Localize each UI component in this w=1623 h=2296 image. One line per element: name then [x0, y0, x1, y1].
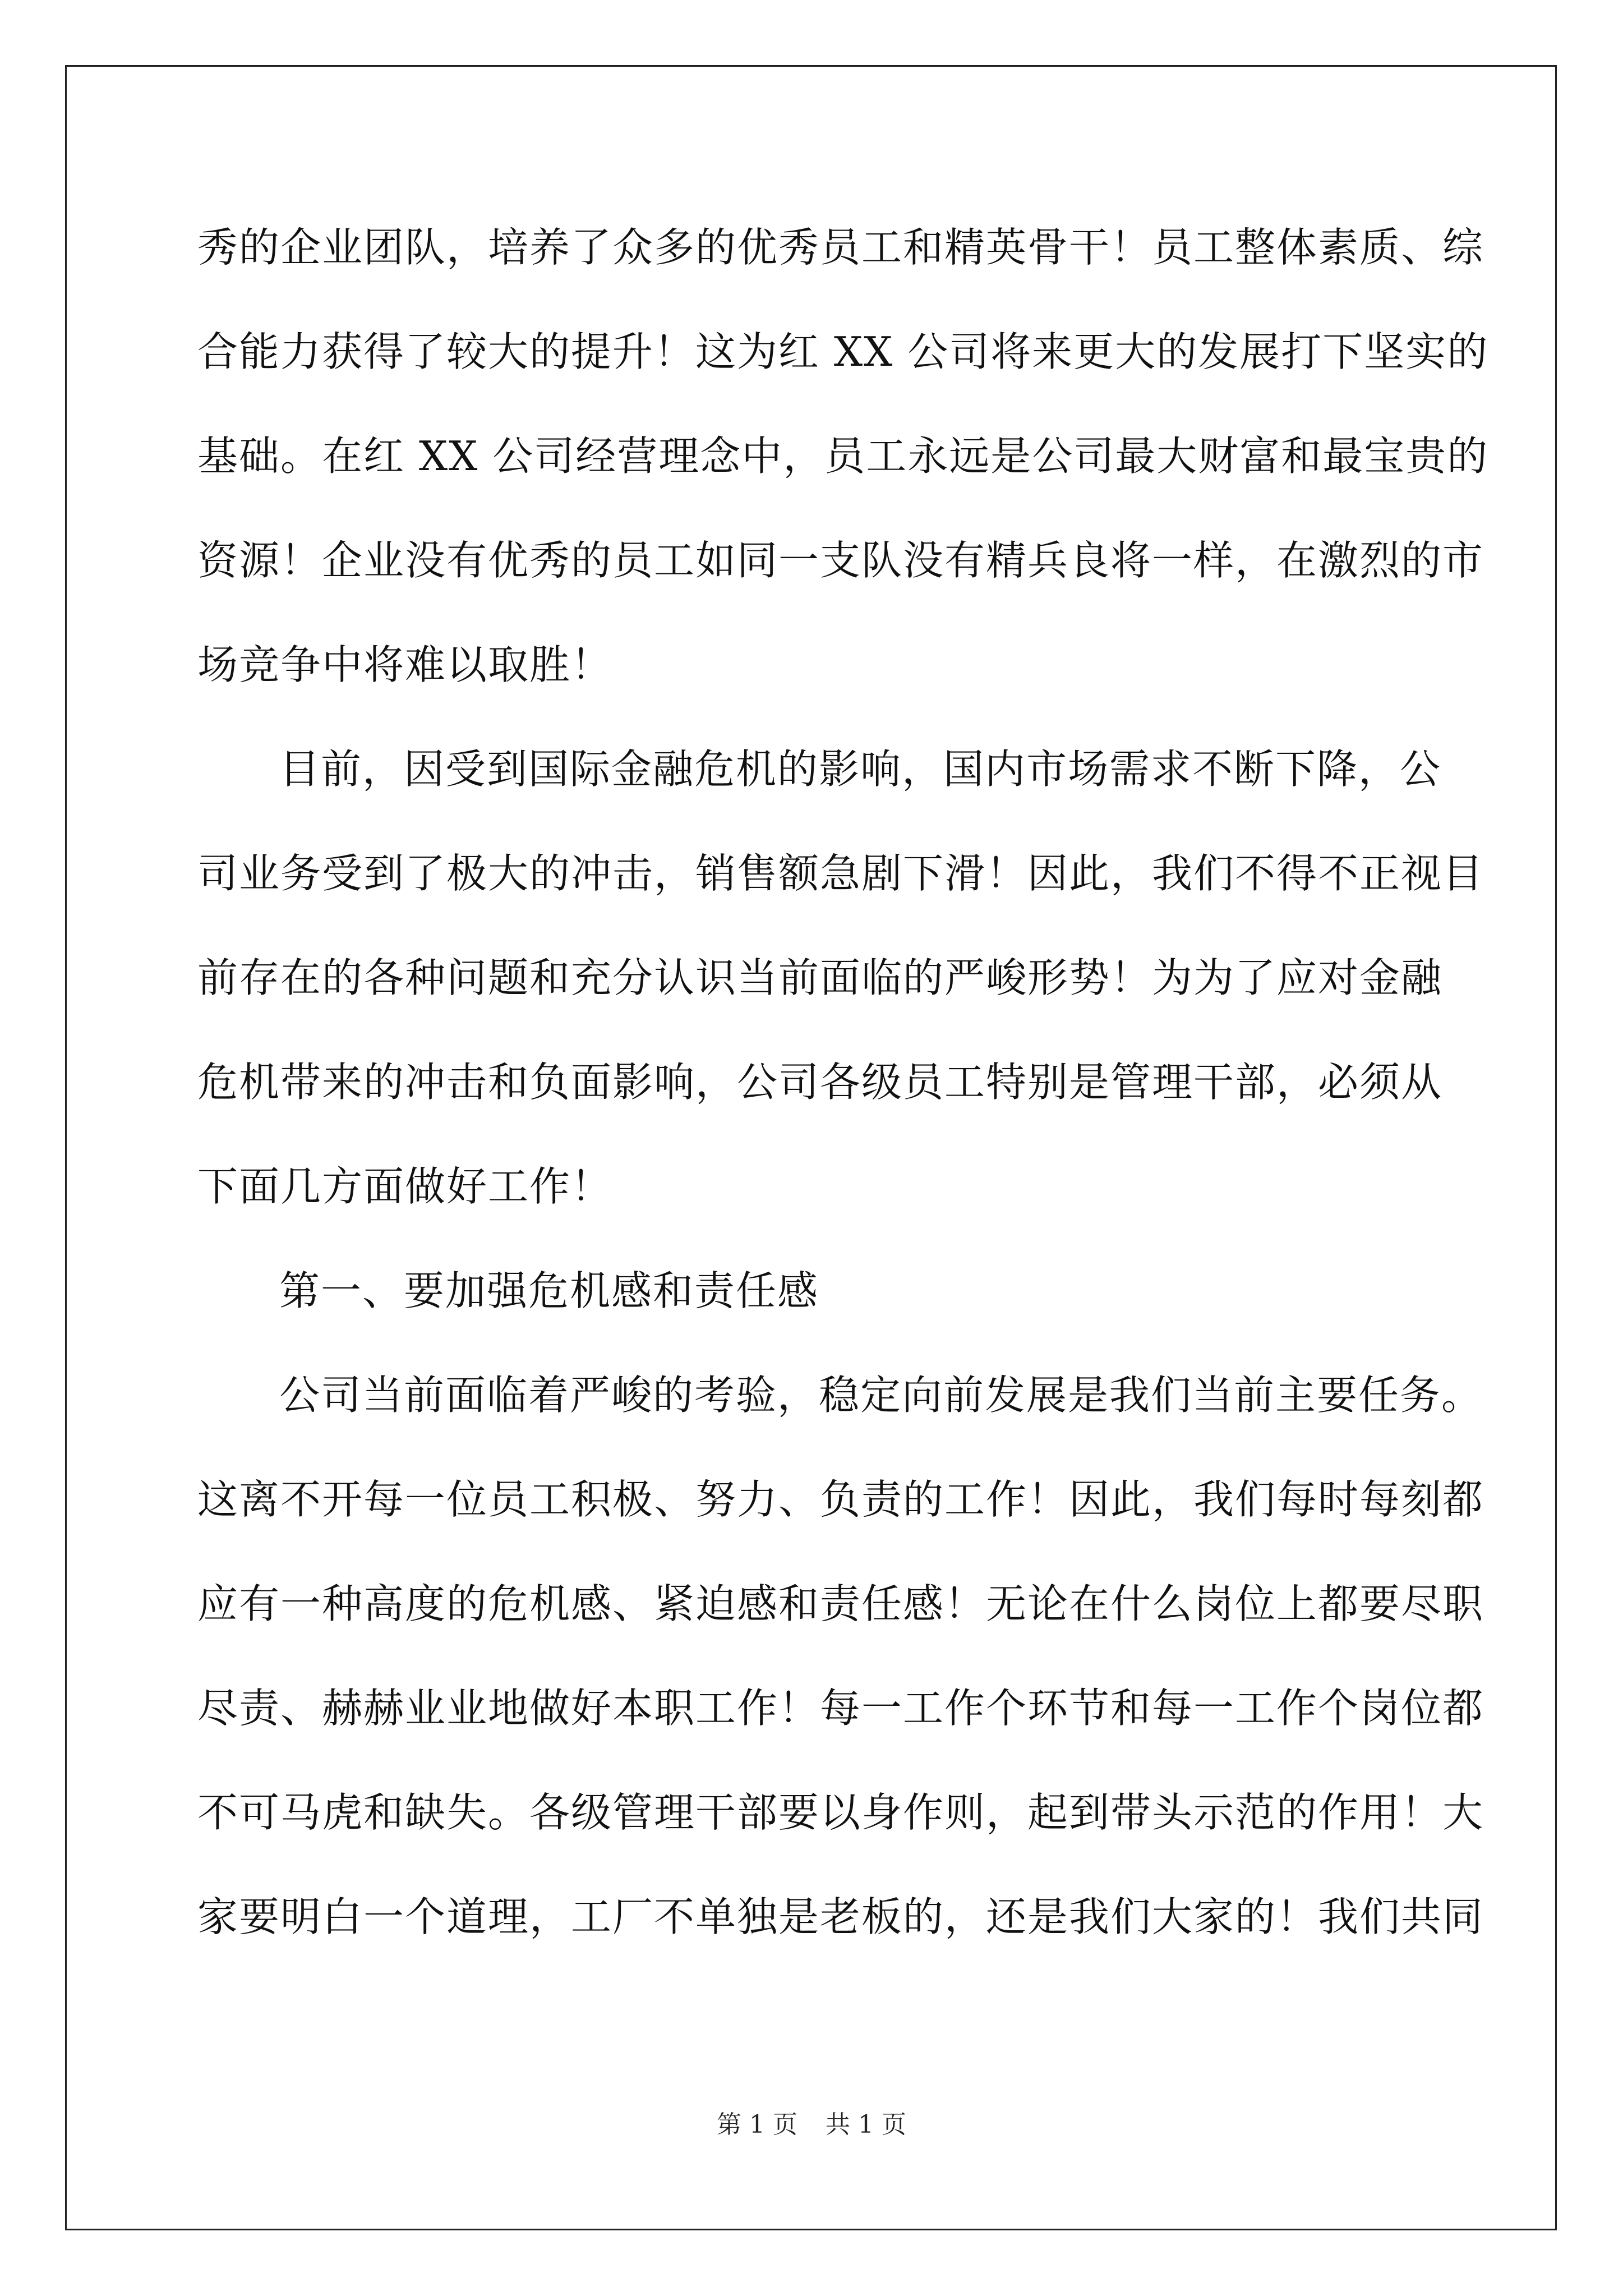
- body-line: 危机带来的冲击和负面影响，公司各级员工特别是管理干部，必须从: [197, 1059, 1443, 1106]
- body-line: 资源！企业没有优秀的员工如同一支队没有精兵良将一样，在激烈的市: [197, 537, 1484, 584]
- body-line: 这离不开每一位员工积极、努力、负责的工作！因此，我们每时每刻都: [197, 1476, 1484, 1523]
- body-line: 下面几方面做好工作！: [197, 1163, 613, 1210]
- body-line: 秀的企业团队，培养了众多的优秀员工和精英骨干！员工整体素质、综: [197, 224, 1484, 271]
- body-line: 公司当前面临着严峻的考验，稳定向前发展是我们当前主要任务。: [279, 1372, 1483, 1419]
- body-line: 场竞争中将难以取胜！: [197, 641, 613, 688]
- body-line: 应有一种高度的危机感、紧迫感和责任感！无论在什么岗位上都要尽职: [197, 1580, 1484, 1627]
- page-number-label: 第 1 页: [717, 2110, 797, 2139]
- body-line: 不可马虎和缺失。各级管理干部要以身作则，起到带头示范的作用！大: [197, 1789, 1484, 1836]
- document-body: [197, 195, 1489, 1969]
- body-line: 基础。在红 XX 公司经营理念中，员工永远是公司最大财富和最宝贵的: [197, 432, 1489, 480]
- body-line: 目前，因受到国际金融危机的影响，国内市场需求不断下降，公: [279, 746, 1442, 793]
- body-line: 尽责、赫赫业业地做好本职工作！每一工作个环节和每一工作个岗位都: [197, 1685, 1484, 1732]
- page-footer: [0, 2108, 1623, 2142]
- body-line: 司业务受到了极大的冲击，销售额急剧下滑！因此，我们不得不正视目: [197, 850, 1484, 897]
- body-line: 合能力获得了较大的提升！这为红 XX 公司将来更大的发展打下坚实的: [197, 328, 1489, 375]
- section-heading: 第一、要加强危机感和责任感: [279, 1267, 819, 1314]
- body-line: 前存在的各种问题和充分认识当前面临的严峻形势！为为了应对金融: [197, 954, 1443, 1001]
- page-total-label: 共 1 页: [826, 2110, 906, 2139]
- body-line: 家要明白一个道理，工厂不单独是老板的，还是我们大家的！我们共同: [197, 1893, 1484, 1940]
